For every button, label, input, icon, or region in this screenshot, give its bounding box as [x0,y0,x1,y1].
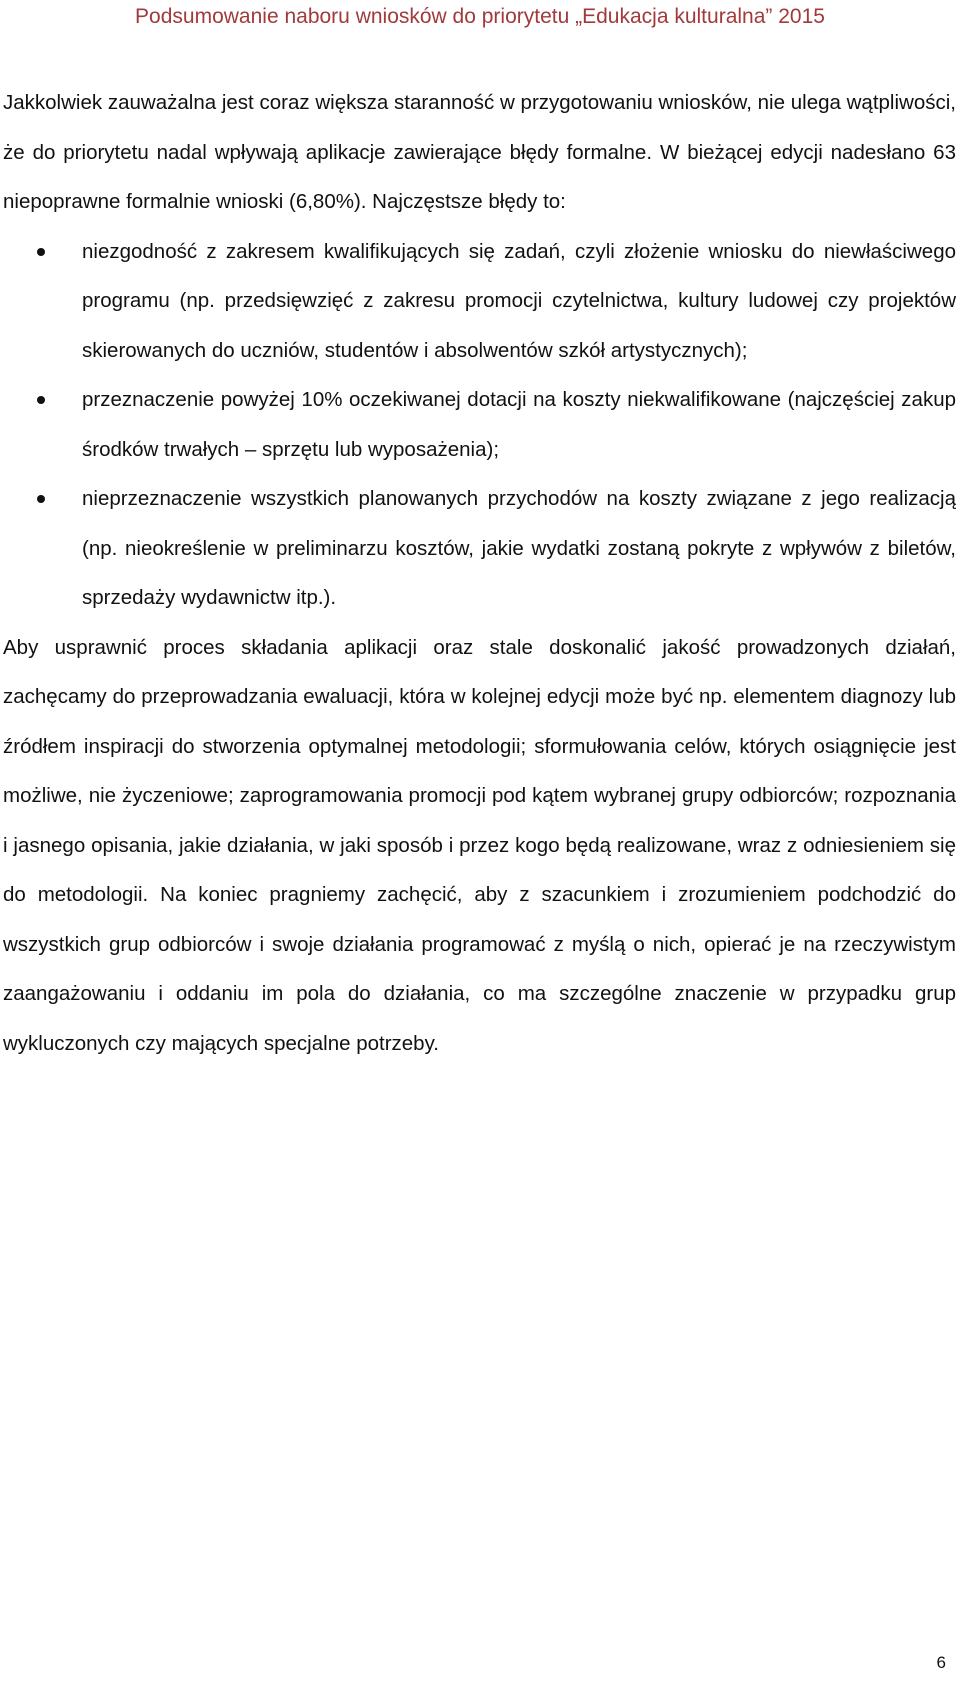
list-item [3,227,956,376]
document-body [3,78,956,1068]
page-number: 6 [936,1653,946,1672]
bullet-icon [37,495,45,503]
bullet-icon [37,248,45,256]
list-item-text: nieprzeznaczenie wszystkich planowanych przychodów na koszty związane z jego realizacją (np. nieokreślenie w preliminarzu kosztów, jakie wydatki zostaną pokryte z wpływów z biletów, sprzedaży wydawnictw itp.). [82,487,956,609]
list-item-text: niezgodność z zakresem kwalifikujących się zadań, czyli złożenie wniosku do niewłaściwego programu (np. przedsięwzięć z zakresu promocji czytelnictwa, kultury ludowej czy projektów skierowanych do uczniów, studentów i absolwentów szkół artystycznych); [82,239,956,362]
intro-paragraph: Jakkolwiek zauważalna jest coraz większa staranność w przygotowaniu wniosków, nie ulega wątpliwości, że do priorytetu nadal wpływają aplikacje zawierające błędy formalne. W bieżącej edycji nadesłano 63 niepoprawne formalnie wnioski (6,80%). Najczęstsze błędy to: [3,91,956,213]
bullet-icon [37,396,45,404]
list-item [3,474,956,623]
closing-paragraph: Aby usprawnić proces składania aplikacji oraz stale doskonalić jakość prowadzonych działań, zachęcamy do przeprowadzania ewaluacji, która w kolejnej edycji może być np. elementem diagnozy lub źródłem inspiracji do stworzenia optymalnej metodologii; sformułowania celów, których osiągnięcie jest możliwe, nie życzeniowe; zaprogramowania promocji pod kątem wybranej grupy odbiorców; rozpoznania i jasnego opisania, jakie działania, w jaki sposób i przez kogo będą realizowane, wraz z odniesieniem się do metodologii. Na koniec pragniemy zachęcić, aby z szacunkiem i zrozumieniem podchodzić do wszystkich grup odbiorców i swoje działania programować z myślą o nich, opierać je na rzeczywistym zaangażowaniu i oddaniu im pola do działania, co ma szczególne znaczenie w przypadku grup wykluczonych czy mających specjalne potrzeby. [3,635,956,1055]
list-item [3,375,956,474]
page-header: Podsumowanie naboru wniosków do priorytetu „Edukacja kulturalna” 2015 [135,5,825,28]
errors-list [3,227,956,623]
list-item-text: przeznaczenie powyżej 10% oczekiwanej dotacji na koszty niekwalifikowane (najczęściej zakup środków trwałych – sprzętu lub wyposażenia); [82,388,956,461]
